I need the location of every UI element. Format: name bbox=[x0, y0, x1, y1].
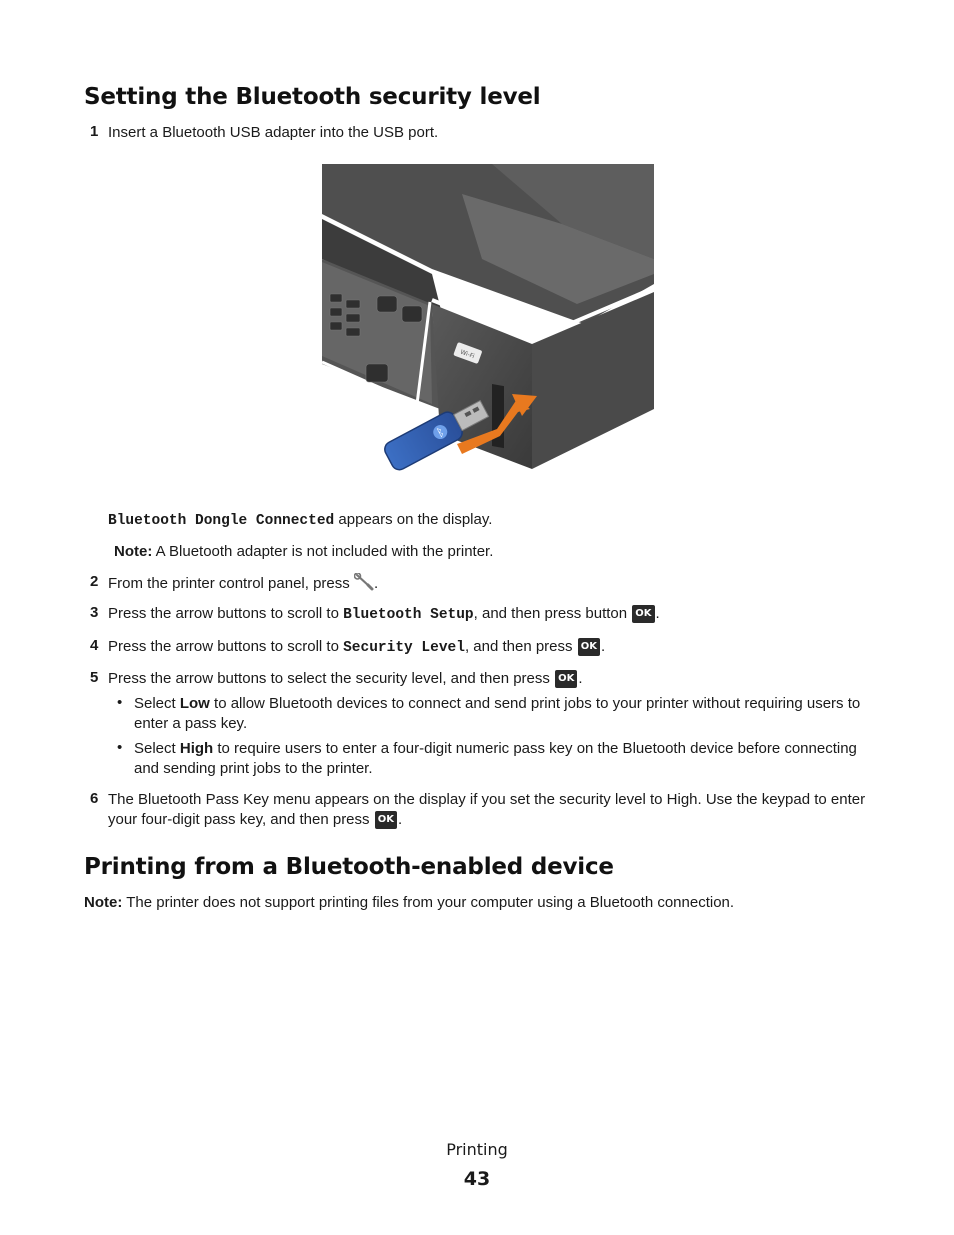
ok-button-icon: OK bbox=[555, 670, 577, 688]
ok-button-icon: OK bbox=[578, 638, 600, 656]
step-number: 1 bbox=[90, 123, 99, 140]
step6-text: The Bluetooth Pass Key menu appears on the display if you set the security level to High. Use the keypad to enter your four-digit pass key, and then press OK . bbox=[108, 791, 866, 828]
step-number: 4 bbox=[90, 637, 99, 654]
step3-text: Press the arrow buttons to scroll to Bluetooth Setup, and then press button OK . bbox=[108, 605, 660, 623]
bullet-dot: • bbox=[117, 694, 123, 711]
printer-usb-illustration bbox=[322, 164, 654, 497]
menu-security-level: Security Level bbox=[343, 640, 465, 656]
note-printing: Note: The printer does not support printing files from your computer using a Bluetooth connection. bbox=[84, 894, 735, 911]
step1-text: Insert a Bluetooth USB adapter into the USB port. bbox=[108, 124, 439, 141]
bluetooth-icon: ᛒ bbox=[434, 425, 447, 440]
display-message-line: Bluetooth Dongle Connected appears on the display. bbox=[108, 511, 493, 529]
wrench-icon bbox=[354, 573, 374, 597]
step-number: 2 bbox=[90, 573, 99, 590]
step5-text: Press the arrow buttons to select the security level, and then press OK . bbox=[108, 670, 583, 687]
step-number: 6 bbox=[90, 790, 99, 807]
bullet-high: Select High to require users to enter a four-digit numeric pass key on the Bluetooth device before connecting and sending print jobs to the printer. bbox=[134, 740, 857, 777]
step-number: 3 bbox=[90, 604, 99, 621]
section-title-printing: Printing from a Bluetooth-enabled device bbox=[84, 854, 614, 880]
wifi-label: Wi-Fi bbox=[459, 348, 476, 361]
step2-text: From the printer control panel, press . bbox=[108, 573, 378, 597]
footer-chapter: Printing bbox=[446, 1140, 508, 1159]
ok-button-icon: OK bbox=[375, 811, 397, 829]
note-adapter: Note: A Bluetooth adapter is not included with the printer. bbox=[114, 543, 494, 560]
bullet-low: Select Low to allow Bluetooth devices to connect and send print jobs to your printer without requiring users to enter a pass key. bbox=[134, 695, 861, 732]
note-label: Note: bbox=[84, 894, 123, 911]
note-label: Note: bbox=[114, 543, 153, 560]
section-title-security: Setting the Bluetooth security level bbox=[84, 84, 541, 110]
display-message: Bluetooth Dongle Connected bbox=[108, 513, 335, 529]
step4-text: Press the arrow buttons to scroll to Security Level, and then press OK . bbox=[108, 638, 606, 656]
step-number: 5 bbox=[90, 669, 99, 686]
ok-button-icon: OK bbox=[632, 605, 654, 623]
page-number: 43 bbox=[463, 1168, 491, 1190]
menu-bluetooth-setup: Bluetooth Setup bbox=[343, 607, 474, 623]
bullet-dot: • bbox=[117, 739, 123, 756]
